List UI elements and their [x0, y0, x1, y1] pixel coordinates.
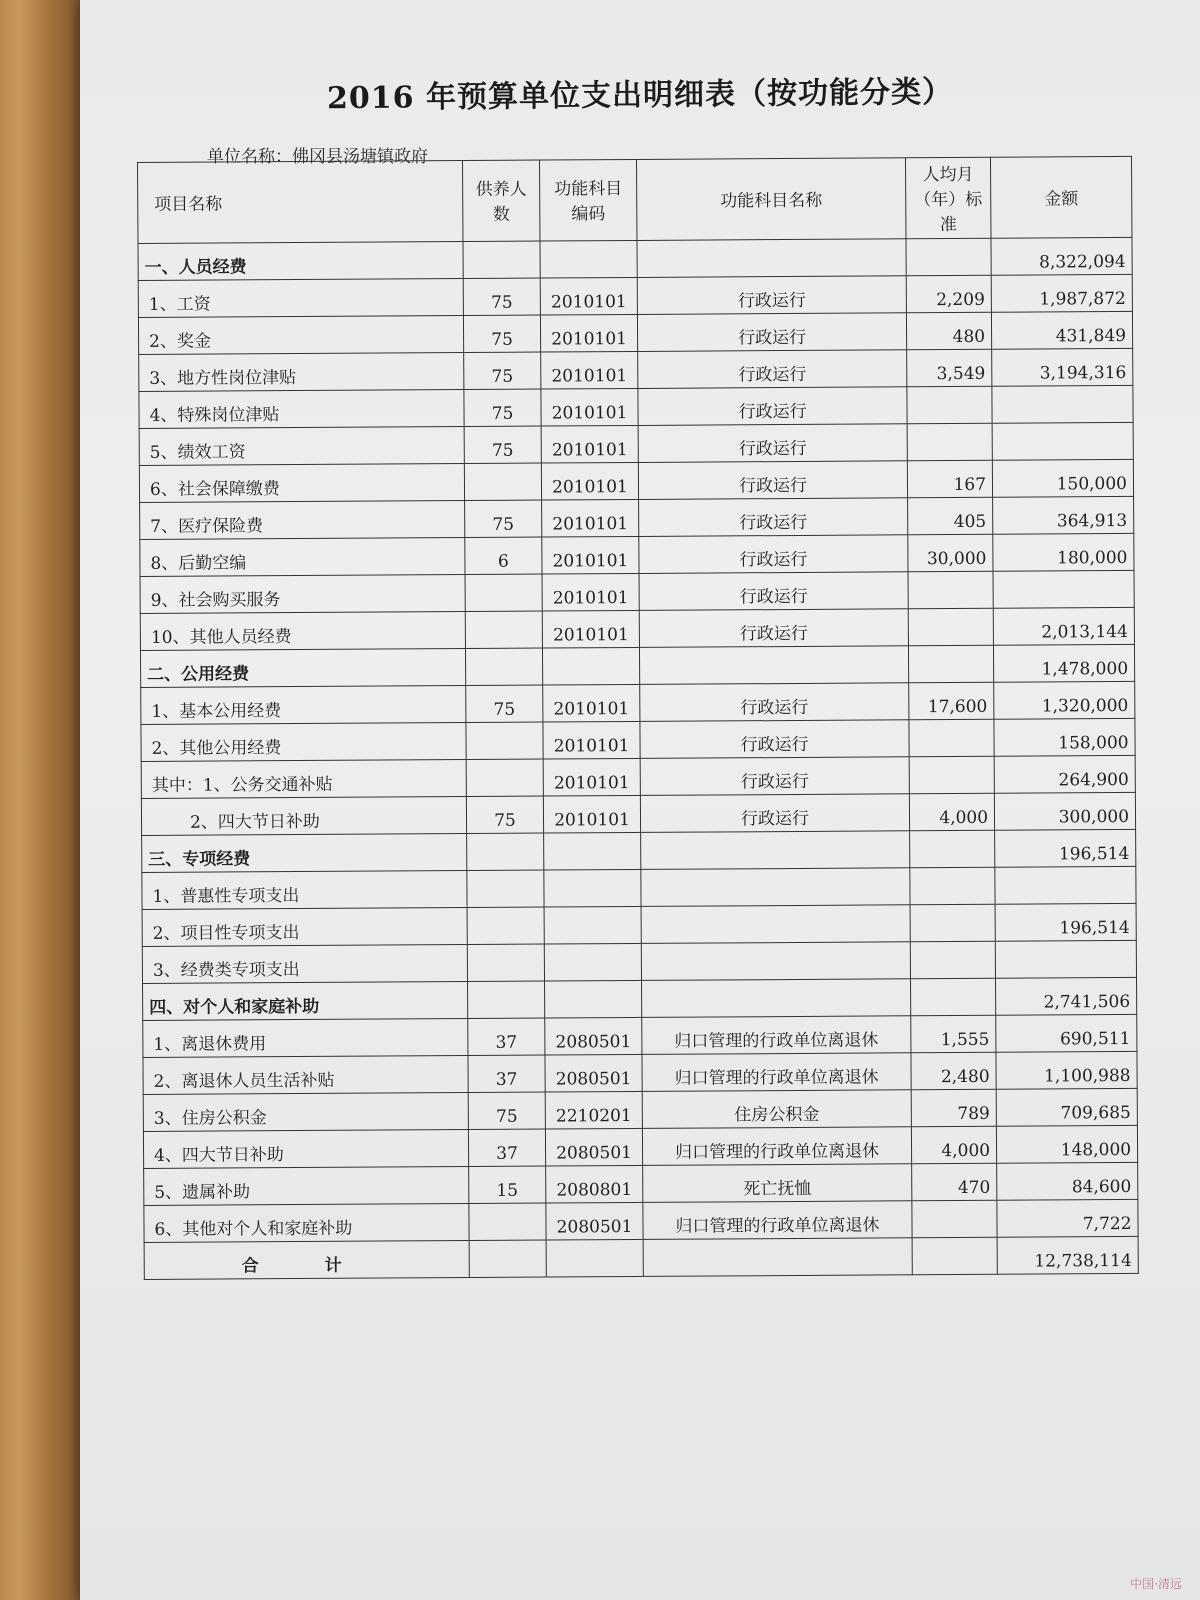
cell-standard: 167 — [907, 460, 992, 498]
cell-func-name: 行政运行 — [638, 424, 907, 463]
cell-amount: 264,900 — [994, 755, 1135, 793]
cell-code: 2080501 — [545, 1054, 642, 1092]
cell-project-name: 5、遗属补助 — [144, 1166, 469, 1205]
table-body — [138, 237, 1138, 1279]
cell-people: 75 — [463, 278, 540, 315]
cell-func-name — [639, 646, 908, 685]
table-row — [143, 1051, 1137, 1094]
header-func-name: 功能科目名称 — [636, 158, 905, 241]
cell-standard — [909, 756, 994, 794]
cell-code: 2010101 — [542, 573, 639, 611]
cell-code: 2010101 — [541, 351, 638, 389]
cell-amount: 1,478,000 — [993, 644, 1134, 682]
cell-project-name: 二、公用经费 — [140, 649, 465, 688]
cell-amount — [995, 940, 1136, 978]
cell-code — [540, 240, 637, 278]
table-row — [139, 422, 1133, 465]
cell-func-name — [637, 239, 906, 278]
cell-func-name: 行政运行 — [637, 313, 906, 352]
cell-func-name: 归口管理的行政单位离退休 — [642, 1127, 911, 1166]
cell-code — [544, 832, 641, 870]
cell-func-name: 行政运行 — [638, 387, 907, 426]
total-row — [144, 1236, 1138, 1279]
table-row — [142, 866, 1136, 909]
cell-people — [463, 241, 540, 278]
cell-amount — [995, 866, 1136, 904]
cell-people — [469, 1203, 546, 1240]
cell-func-name: 行政运行 — [638, 461, 907, 500]
cell-amount: 3,194,316 — [992, 348, 1133, 386]
document-title: 2016 年预算单位支出明细表（按功能分类） — [326, 74, 954, 117]
cell-amount — [992, 422, 1133, 460]
cell-standard: 2,480 — [911, 1052, 996, 1090]
table-row — [143, 1088, 1137, 1131]
cell-func-name: 死亡抚恤 — [643, 1164, 912, 1203]
cell-amount: 196,514 — [995, 829, 1136, 867]
cell-project-name: 2、离退休人员生活补贴 — [143, 1055, 468, 1094]
cell-func-name: 行政运行 — [639, 535, 908, 574]
cell-people: 75 — [464, 352, 541, 389]
cell-standard — [907, 423, 992, 461]
cell-code: 2010101 — [542, 499, 639, 537]
cell-standard — [908, 645, 993, 683]
cell-people — [469, 1240, 546, 1277]
table-row — [144, 1162, 1138, 1205]
cell-project-name: 四、对个人和家庭补助 — [143, 981, 468, 1020]
cell-project-name: 6、其他对个人和家庭补助 — [144, 1203, 469, 1242]
cell-amount: 7,722 — [997, 1199, 1138, 1237]
cell-project-name: 1、基本公用经费 — [141, 686, 466, 725]
cell-people: 75 — [463, 315, 540, 352]
cell-people: 75 — [464, 389, 541, 426]
cell-people: 6 — [465, 537, 542, 574]
cell-people — [465, 611, 542, 648]
unit-name-label: 单位名称：佛冈县汤塘镇政府 — [207, 147, 428, 167]
cell-code: 2080801 — [546, 1165, 643, 1203]
cell-standard: 789 — [911, 1089, 996, 1127]
header-project-name: 项目名称 — [138, 161, 463, 244]
cell-project-name: 2、奖金 — [138, 316, 463, 355]
cell-standard: 480 — [906, 312, 991, 350]
cell-amount: 1,320,000 — [994, 681, 1135, 719]
cell-func-name: 住房公积金 — [642, 1090, 911, 1129]
cell-people: 15 — [469, 1166, 546, 1203]
table-row — [140, 570, 1134, 613]
table-row — [140, 533, 1134, 576]
table-row — [140, 496, 1134, 539]
cell-people — [467, 870, 544, 907]
table-row — [141, 718, 1135, 761]
cell-amount: 1,987,872 — [991, 274, 1132, 312]
cell-people: 75 — [464, 426, 541, 463]
cell-standard: 3,549 — [907, 349, 992, 387]
cell-code: 2010101 — [542, 610, 639, 648]
cell-code: 2010101 — [543, 795, 640, 833]
cell-code: 2010101 — [540, 277, 637, 315]
cell-project-name: 三、专项经费 — [142, 833, 467, 872]
cell-people — [465, 574, 542, 611]
cell-func-name — [642, 979, 911, 1018]
header-amount: 金额 — [990, 156, 1131, 238]
cell-code: 2010101 — [541, 462, 638, 500]
cell-code: 2080501 — [545, 1017, 642, 1055]
cell-amount: 196,514 — [995, 903, 1136, 941]
cell-func-name: 行政运行 — [638, 350, 907, 389]
cell-project-name: 1、普惠性专项支出 — [142, 870, 467, 909]
cell-people — [466, 759, 543, 796]
table-row — [139, 459, 1133, 502]
header-standard: 人均月（年）标准 — [905, 157, 990, 239]
table-row — [140, 607, 1134, 650]
cell-func-name: 归口管理的行政单位离退休 — [643, 1201, 912, 1240]
cell-func-name: 行政运行 — [640, 720, 909, 759]
table-row — [139, 348, 1133, 391]
cell-people — [468, 981, 545, 1018]
cell-people — [467, 833, 544, 870]
cell-project-name: 9、社会购买服务 — [140, 575, 465, 614]
table-row — [143, 977, 1137, 1020]
cell-amount: 12,738,114 — [997, 1236, 1138, 1274]
cell-code: 2010101 — [540, 314, 637, 352]
cell-people: 75 — [468, 1092, 545, 1129]
cell-code — [542, 647, 639, 685]
table-row — [143, 1125, 1137, 1168]
cell-code — [544, 906, 641, 944]
table-row — [141, 792, 1135, 835]
cell-project-name: 4、四大节日补助 — [143, 1129, 468, 1168]
cell-code: 2010101 — [541, 425, 638, 463]
cell-project-name: 3、住房公积金 — [143, 1092, 468, 1131]
cell-project-name: 2、项目性专项支出 — [142, 907, 467, 946]
table-row — [138, 237, 1132, 280]
cell-code: 2010101 — [541, 388, 638, 426]
cell-code: 2080501 — [545, 1128, 642, 1166]
watermark: 中国·清远 — [1130, 1577, 1182, 1591]
cell-project-name: 合 计 — [144, 1240, 469, 1279]
table-row — [144, 1199, 1138, 1242]
cell-standard: 470 — [912, 1163, 997, 1201]
cell-people — [467, 907, 544, 944]
cell-people: 75 — [465, 500, 542, 537]
cell-func-name: 行政运行 — [637, 276, 906, 315]
cell-func-name — [641, 905, 910, 944]
table-row — [142, 829, 1136, 872]
cell-amount: 150,000 — [992, 459, 1133, 497]
cell-people: 37 — [468, 1018, 545, 1055]
cell-amount: 364,913 — [993, 496, 1134, 534]
cell-amount — [993, 570, 1134, 608]
cell-code: 2010101 — [543, 721, 640, 759]
cell-people — [466, 722, 543, 759]
cell-amount: 180,000 — [993, 533, 1134, 571]
header-people: 供养人数 — [462, 160, 539, 241]
cell-standard: 17,600 — [909, 682, 994, 720]
cell-project-name: 2、其他公用经费 — [141, 723, 466, 762]
cell-func-name: 行政运行 — [639, 609, 908, 648]
cell-standard — [910, 904, 995, 942]
cell-standard — [910, 830, 995, 868]
table-row — [140, 644, 1134, 687]
cell-amount: 2,741,506 — [996, 977, 1137, 1015]
table-row — [139, 385, 1133, 428]
cell-func-name: 行政运行 — [639, 572, 908, 611]
cell-project-name: 3、经费类专项支出 — [142, 944, 467, 983]
cell-code: 2210201 — [545, 1091, 642, 1129]
cell-people — [467, 944, 544, 981]
cell-func-name — [643, 1238, 912, 1277]
cell-project-name: 10、其他人员经费 — [140, 612, 465, 651]
table-row — [142, 903, 1136, 946]
table-row — [142, 940, 1136, 983]
cell-code — [544, 943, 641, 981]
cell-amount: 300,000 — [994, 792, 1135, 830]
cell-func-name — [641, 868, 910, 907]
cell-amount: 158,000 — [994, 718, 1135, 756]
cell-amount: 431,849 — [991, 311, 1132, 349]
cell-project-name: 1、工资 — [138, 279, 463, 318]
cell-code: 2010101 — [543, 684, 640, 722]
table-row — [138, 274, 1132, 317]
cell-code: 2010101 — [542, 536, 639, 574]
table-row — [143, 1014, 1137, 1057]
cell-project-name: 1、离退休费用 — [143, 1018, 468, 1057]
cell-amount: 1,100,988 — [996, 1051, 1137, 1089]
cell-standard — [907, 386, 992, 424]
cell-code — [545, 980, 642, 1018]
cell-amount: 148,000 — [996, 1125, 1137, 1163]
cell-project-name: 4、特殊岗位津贴 — [139, 390, 464, 429]
cell-project-name: 3、地方性岗位津贴 — [139, 353, 464, 392]
table-row — [138, 311, 1132, 354]
cell-standard — [910, 867, 995, 905]
cell-func-name — [641, 831, 910, 870]
cell-project-name: 其中：1、公务交通补贴 — [141, 760, 466, 799]
cell-code: 2010101 — [543, 758, 640, 796]
cell-amount: 709,685 — [996, 1088, 1137, 1126]
cell-standard — [908, 608, 993, 646]
table-header-row — [138, 156, 1132, 243]
cell-standard — [906, 238, 991, 276]
cell-func-name — [641, 942, 910, 981]
cell-standard: 405 — [908, 497, 993, 535]
cell-standard — [910, 941, 995, 979]
cell-standard: 1,555 — [911, 1015, 996, 1053]
cell-standard — [912, 1237, 997, 1275]
cell-project-name: 8、后勤空编 — [140, 538, 465, 577]
cell-project-name: 5、绩效工资 — [139, 427, 464, 466]
cell-func-name: 行政运行 — [640, 757, 909, 796]
cell-amount: 84,600 — [997, 1162, 1138, 1200]
cell-people — [464, 463, 541, 500]
cell-project-name: 一、人员经费 — [138, 242, 463, 281]
cell-standard: 4,000 — [911, 1126, 996, 1164]
cell-func-name: 归口管理的行政单位离退休 — [642, 1016, 911, 1055]
cell-standard: 2,209 — [906, 275, 991, 313]
cell-standard: 4,000 — [909, 793, 994, 831]
cell-func-name: 归口管理的行政单位离退休 — [642, 1053, 911, 1092]
cell-amount: 2,013,144 — [993, 607, 1134, 645]
table-row — [141, 681, 1135, 724]
cell-func-name: 行政运行 — [640, 683, 909, 722]
cell-standard — [909, 719, 994, 757]
cell-people: 37 — [468, 1055, 545, 1092]
cell-amount: 8,322,094 — [991, 237, 1132, 275]
budget-table — [137, 156, 1139, 1280]
cell-code — [546, 1239, 643, 1277]
cell-people — [465, 648, 542, 685]
cell-code — [544, 869, 641, 907]
cell-people: 75 — [466, 796, 543, 833]
cell-people: 75 — [466, 685, 543, 722]
cell-standard — [912, 1200, 997, 1238]
cell-amount — [992, 385, 1133, 423]
cell-amount: 690,511 — [996, 1014, 1137, 1052]
cell-standard — [908, 571, 993, 609]
cell-func-name: 行政运行 — [639, 498, 908, 537]
table-row — [141, 755, 1135, 798]
header-code: 功能科目编码 — [539, 159, 636, 241]
cell-project-name: 2、四大节日补助 — [141, 796, 466, 835]
cell-standard — [911, 978, 996, 1016]
cell-project-name: 7、医疗保险费 — [140, 501, 465, 540]
cell-project-name: 6、社会保障缴费 — [139, 464, 464, 503]
cell-code: 2080501 — [546, 1202, 643, 1240]
cell-standard: 30,000 — [908, 534, 993, 572]
cell-func-name: 行政运行 — [640, 794, 909, 833]
cell-people: 37 — [468, 1129, 545, 1166]
